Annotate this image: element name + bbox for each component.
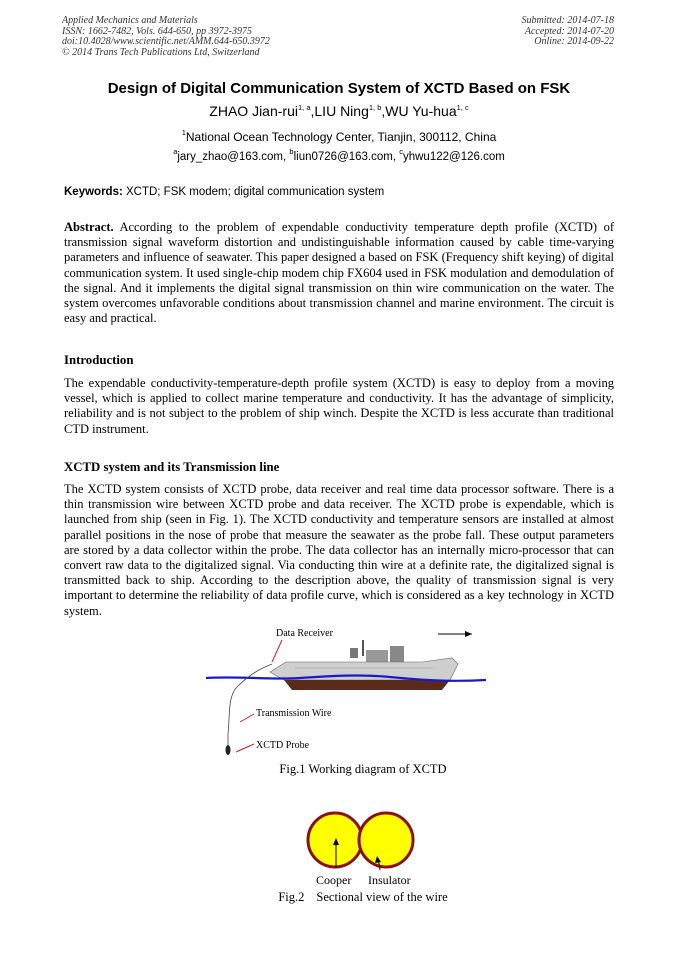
cooper-label: Cooper <box>316 873 352 887</box>
author-affil-sup: 1, a <box>297 103 311 112</box>
issn-line: ISSN: 1662-7482, Vols. 644-650, pp 3972-3975 <box>62 25 252 37</box>
journal-header <box>62 16 270 58</box>
data-receiver-label: Data Receiver <box>276 628 333 639</box>
author-affil-sup: 1, b <box>368 103 382 112</box>
figure-2-caption-text: Sectional view of the wire <box>316 890 448 904</box>
email-link[interactable]: yhwu122@126.com <box>402 151 505 163</box>
journal-name: Applied Mechanics and Materials <box>62 15 198 26</box>
author-affil-sup: 1, c <box>456 103 469 112</box>
figure-1-diagram <box>200 624 490 764</box>
xctd-probe-label: XCTD Probe <box>256 740 310 751</box>
figure-2-diagram <box>300 800 430 890</box>
insulator-label: Insulator <box>368 873 411 887</box>
figure-2-caption <box>24 890 678 905</box>
xctd-section-heading: XCTD system and its Transmission line <box>64 460 280 474</box>
dates-header <box>522 16 615 48</box>
author-sep: , <box>381 103 386 119</box>
cooper-conductor <box>308 813 362 867</box>
author-list <box>0 103 678 119</box>
figure-2-number: Fig.2 <box>278 890 305 904</box>
submitted-date: Submitted: 2014-07-18 <box>521 15 614 26</box>
abstract <box>64 220 614 326</box>
author-sep: , <box>310 103 315 119</box>
keywords-text: XCTD; FSK modem; digital communication system <box>122 186 385 198</box>
affiliation <box>0 130 678 144</box>
email-link[interactable]: liun0726@163.com, <box>293 151 400 163</box>
wire-pointer <box>240 714 254 722</box>
probe-pointer <box>236 744 254 752</box>
email-link[interactable]: jary_zhao@163.com, <box>177 151 290 163</box>
accepted-date: Accepted: 2014-07-20 <box>524 25 614 37</box>
ship-icon <box>270 640 458 690</box>
email-sup: a <box>173 147 178 156</box>
affiliation-text: National Ocean Technology Center, Tianjin, 300112, China <box>185 130 497 144</box>
email-sup: b <box>289 147 294 156</box>
keywords-label: Keywords: <box>64 186 123 198</box>
transmission-wire-label: Transmission Wire <box>256 708 332 719</box>
insulator-circle <box>359 813 413 867</box>
doi-line: doi:10.4028/www.scientific.net/AMM.644-650.3972 <box>62 36 270 47</box>
xctd-probe <box>226 745 231 755</box>
email-list <box>0 147 678 163</box>
motion-arrow-head <box>465 631 472 637</box>
keywords <box>64 186 616 198</box>
introduction-heading: Introduction <box>64 353 134 367</box>
online-date: Online: 2014-09-22 <box>534 36 614 47</box>
figure-1-caption: Fig.1 Working diagram of XCTD <box>279 762 447 776</box>
author-name: LIU Ning <box>314 103 369 119</box>
paper-title: Design of Digital Communication System of XCTD Based on FSK <box>107 80 571 97</box>
author-name: ZHAO Jian-rui <box>209 103 298 119</box>
copyright-line: © 2014 Trans Tech Publications Ltd, Switzerland <box>62 46 260 58</box>
receiver-pointer <box>272 640 282 662</box>
xctd-section-text: The XCTD system consists of XCTD probe, data receiver and real time data processor software. There is a thin transmission wire between XCTD probe and data receiver. The XCTD probe is expendable, which is launched from ship (seen in Fig. 1). The XCTD conductivity and temperature sensors are installed at almost parallel positions in the nose of probe that measure the seawater as the probe fall. These output parameters are stored by a data collector within the probe. The data collector has an internally micro-processor that can convert raw data to the digitalized signal. Via conducting thin wire at a definite rate, the digitalized signal is transmitted back to ship. According to the description above, the quality of transmission signal is very important to determine the reliability of data profile curve, which is considered as a key technology in XCTD system. <box>64 482 614 618</box>
author-name: WU Yu-hua <box>385 103 457 119</box>
abstract-label: Abstract. <box>64 220 114 234</box>
affiliation-sup: 1 <box>181 128 186 137</box>
introduction-text: The expendable conductivity-temperature-depth profile system (XCTD) is easy to deploy from a moving vessel, which is applied to collect marine temperature and conductivity. It has the advantage of simplicity, reliability and is not subject to the problem of ship winch. Despite the XCTD is less accurate than traditional CTD instrument. <box>64 376 614 436</box>
email-sup: c <box>399 147 403 156</box>
abstract-text: According to the problem of expendable conductivity temperature depth profile (XCTD) of transmission signal waveform distortion and undistinguishable information caused by cable time-varying parameters and influence of seawater. This paper designed a based on FSK (Frequency shift keying) of digital communication system. It used single-chip modem chip FX604 used in FSK modulation and demodulation of the signal. And it implements the digital signal transmission on thin wire communication on the water. The system overcomes unfavorable conditions about transmission channel and marine environment. The circuit is easy and practical. <box>64 220 614 326</box>
